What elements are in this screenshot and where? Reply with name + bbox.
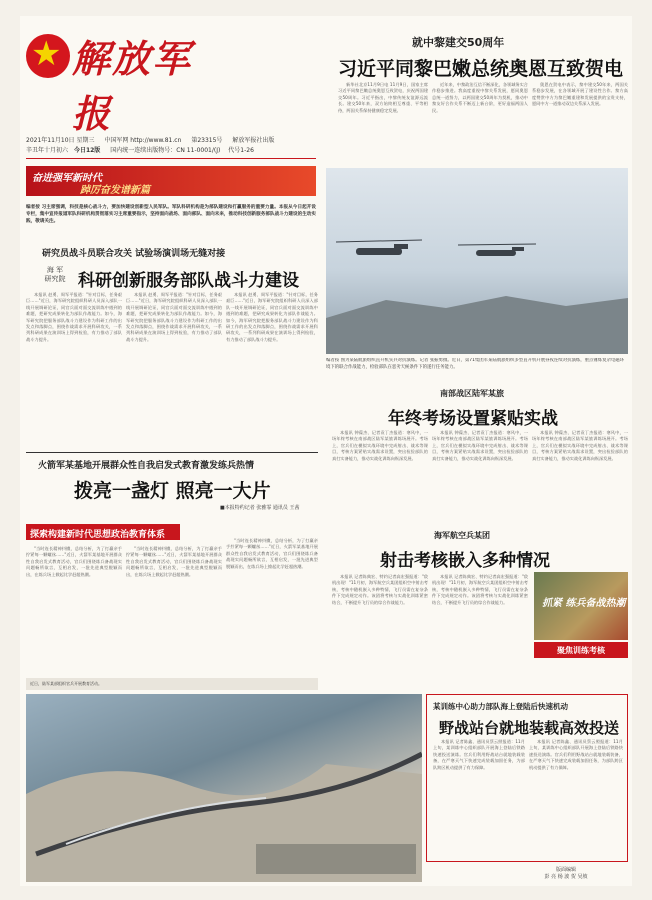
dateline-2: [26, 146, 316, 156]
navy-kicker: 海军航空兵某团: [434, 531, 490, 540]
dateline: [26, 136, 316, 146]
lead-body-col-2: 近年来，中黎政治互信不断深化，各领域务实合作稳步推进。我高度重视中黎关系发展，愿同奥恩总统一道努力，以两国建交50周年为契机，推动中黎友好合作关系不断迈上新台阶，更好造福两国人民。: [432, 82, 528, 113]
research-col-2: 本报讯 赵勇、周军平报道："针对目标，任务艰巨……"近日，海军研究院组织科研人员深入部队一线开展调研论证，同官兵面对面交流训练中遇到的难题，把研究成果转化为部队作战能力。如今，海军研究院把服务部队战斗力建设作为科研工作的出发点和落脚点，围绕作战需求开展科研攻关，一系列科研成果在演训场上得到检验，有力推动了部队战斗力提升。: [126, 292, 222, 342]
footer-editors: [526, 866, 606, 880]
edu-photo-strip: [26, 678, 318, 690]
navy-col-2: 本报讯 记者陈典宏、特约记者高宏强报道："敌机出现！"11月初，海军航空兵某团组织空中射击考核，考核中随机嵌入多种特情，飞行员需在复杂条件下完成规定动作。该团将考核与实战化训练紧密结合，不断提升飞行员的综合作战能力。: [432, 574, 528, 605]
masthead-rule: [26, 158, 316, 159]
training-label[interactable]: 聚焦训练考核: [534, 642, 628, 658]
southern-headline[interactable]: 年终考场设置紧贴实战: [388, 409, 558, 429]
firecracker-col-3: "当时连长精神抖擞，总结分析，为了打赢亲手拧紧每一颗螺丝……"近日，火箭军某基地开展群众性自我启发式教育活动，官兵们围绕练兵备战现实问题畅所欲言，互相启发，一批先进典型脱颖而出，在练兵场上掀起比学赶超热潮。: [226, 538, 318, 569]
southern-kicker: 南部战区陆军某旅: [440, 389, 504, 398]
research-kicker: 研究员战斗员联合攻关 试验场演训场无缝对接: [42, 249, 226, 259]
bottom-story-box: [426, 694, 628, 862]
firecracker-kicker: 火箭军某基地开展群众性自我启发式教育激发练兵热情: [38, 461, 255, 471]
bottom-headline[interactable]: 野战站台就地装载高效投送: [439, 719, 620, 737]
bottom-col-1: 本报讯 记者陈鑫、通讯员蔡云照报道：11月上旬，某训练中心组织部队开展海上登陆后铁路快速投送演练。官兵们利用野战站台就地装载装备，在严寒天气下快速完成装载加固任务，为部队跨区机动提供了有力保障。: [433, 739, 525, 770]
promo-line-1: 奋进强军新时代: [32, 173, 102, 184]
lead-kicker: 就中黎建交50周年: [412, 36, 505, 49]
lead-headline[interactable]: 习近平同黎巴嫩总统奥恩互致贺电: [338, 58, 624, 80]
education-banner[interactable]: 探索构建新时代思想政治教育体系: [26, 524, 180, 540]
post-code: 代号1-26: [228, 147, 254, 154]
editors-note: 编者按 习主席强调，科技是核心战斗力，要加快建设创新型人民军队。军队科研机构是为部队建设和打赢服务的重要力量。本报从今日起开设专栏，集中宣传报道军队科研机构贯彻落实习主席重要指示，坚持面向战场、面向部队、面向未来，推动科技创新服务部队战斗力建设的生动实践，敬请关注。: [26, 205, 316, 224]
editor-label: 版面编辑: [555, 867, 576, 873]
bottom-kicker: 某训练中心助力部队海上登陆后快速机动: [433, 702, 568, 711]
research-col-1: 本报讯 赵勇、周军平报道："针对目标，任务艰巨……"近日，海军研究院组织科研人员深入部队一线开展调研论证，同官兵面对面交流训练中遇到的难题，把研究成果转化为部队作战能力。如今，海军研究院把服务部队战斗力建设作为科研工作的出发点和落脚点，围绕作战需求开展科研攻关，一系列科研成果在演训场上得到检验，有力推动了部队战斗力提升。: [26, 292, 122, 342]
research-headline[interactable]: 科研创新服务部队战斗力建设: [78, 271, 299, 291]
helicopter-photo-art: [326, 168, 628, 354]
edu-photo-caption: 近日，陆军某部组织官兵开展教育活动。: [30, 681, 102, 686]
southern-col-2: 本报讯 钟葆杰、记者袁丁杰报道：寒风中，一场年终考核在南部战区陆军某旅训练场展开。考场上，官兵们在模拟实战环境中完成射击、战术等课目，考核方案紧贴实战需求设置，突出检验部队的真打实备能力，推动实战化训练向纵深发展。: [432, 430, 528, 461]
helicopter-right-icon: [458, 244, 536, 256]
masthead-logo[interactable]: [26, 24, 204, 136]
editor-names: 彭 亮 杨 波 贺 吴坡: [544, 874, 588, 880]
lead-body-col-1: 新华社北京11月9日电 11月9日，国家主席习近平同黎巴嫩总统奥恩互致贺电，庆祝两国建交50周年。习近平指出，中黎传统友谊源远流长。建交50年来，双方始终相互尊重、平等相待，两国关系保持健康稳定发展。: [338, 82, 428, 113]
promo-banner[interactable]: [26, 166, 316, 196]
edition-count: 今日12版: [73, 147, 101, 154]
org-line-1: 海 军: [46, 266, 64, 274]
lead-body-col-3: 奥恩在贺电中表示，黎中建交50年来，两国关系稳步发展，在各领域开展了建设性合作。黎方高度赞赏中方为黎巴嫩重建和发展提供的宝贵支持，愿同中方一道推动双边关系深入发展。: [532, 82, 628, 107]
newspaper-page: [20, 16, 632, 886]
lunar-date: 辛丑年十月初六: [26, 147, 69, 154]
navy-col-1: 本报讯 记者陈典宏、特约记者高宏强报道："敌机出现！"11月初，海军航空兵某团组织空中射击考核，考核中随机嵌入多种特情，飞行员需在复杂条件下完成规定动作。该团将考核与实战化训练紧密结合，不断提升飞行员的综合作战能力。: [332, 574, 428, 605]
org-line-2: 研究院: [44, 275, 66, 283]
firecracker-byline: ■本报特约记者 张雅霏 通讯员 王茜: [220, 505, 300, 511]
railway-photo-art: [26, 694, 422, 882]
firecracker-col-2: "当时连长精神抖擞，总结分析，为了打赢亲手拧紧每一颗螺丝……"近日，火箭军某基地开展群众性自我启发式教育活动，官兵们围绕练兵备战现实问题畅所欲言，互相启发，一批先进典型脱颖而出，在练兵场上掀起比学赶超热潮。: [126, 546, 222, 577]
bottom-col-2: 本报讯 记者陈鑫、通讯员蔡云照报道：11月上旬，某训练中心组织部队开展海上登陆后铁路快速投送演练。官兵们利用野战站台就地装载装备，在严寒天气下快速完成装载加固任务，为部队跨区机动提供了有力保障。: [529, 739, 623, 770]
research-org-label: [38, 266, 72, 284]
promo-line-2: 踔厉奋发谱新篇: [80, 185, 150, 196]
issn: 国内统一连续出版物号：CN 11-0001/(J): [110, 147, 221, 154]
training-promo[interactable]: [534, 572, 628, 640]
railway-photo[interactable]: [26, 694, 422, 882]
research-col-3: 本报讯 赵勇、周军平报道："针对目标，任务艰巨……"近日，海军研究院组织科研人员深入部队一线开展调研论证，同官兵面对面交流训练中遇到的难题，把研究成果转化为部队作战能力。如今，海军研究院把服务部队战斗力建设作为科研工作的出发点和落脚点，围绕作战需求开展科研攻关，一系列科研成果在演训场上得到检验，有力推动了部队战斗力提升。: [226, 292, 318, 342]
southern-col-3: 本报讯 钟葆杰、记者袁丁杰报道：寒风中，一场年终考核在南部战区陆军某旅训练场展开。考场上，官兵们在模拟实战环境中完成射击、战术等课目，考核方案紧贴实战需求设置，突出检验部队的真打实备能力，推动实战化训练向纵深发展。: [532, 430, 628, 461]
army-star-icon: [26, 34, 70, 78]
section-rule: [26, 452, 318, 453]
issue-number: 第23315号: [191, 137, 223, 144]
site-label[interactable]: 中国军网 http://www.81.cn: [104, 137, 182, 144]
publisher: 解放军报社出版: [232, 137, 275, 144]
firecracker-headline[interactable]: 拨亮一盏灯 照亮一大片: [74, 480, 271, 502]
helicopter-photo[interactable]: [326, 168, 628, 354]
southern-col-1: 本报讯 钟葆杰、记者袁丁杰报道：寒风中，一场年终考核在南部战区陆军某旅训练场展开。考场上，官兵们在模拟实战环境中完成射击、战术等课目，考核方案紧贴实战需求设置，突出检验部队的真打实备能力，推动实战化训练向纵深发展。: [332, 430, 428, 461]
training-badge: 抓紧 练兵备战热潮: [542, 598, 626, 609]
navy-headline[interactable]: 射击考核嵌入多种情况: [380, 551, 550, 571]
helicopter-left-icon: [336, 240, 422, 255]
masthead-title: 解放军报: [72, 36, 193, 136]
date-line: 2021年11月10日 星期三: [26, 137, 95, 144]
firecracker-col-1: "当时连长精神抖擞，总结分析，为了打赢亲手拧紧每一颗螺丝……"近日，火箭军某基地开展群众性自我启发式教育活动，官兵们围绕练兵备战现实问题畅所欲言，互相启发，一批先进典型脱颖而出，在练兵场上掀起比学赶超热潮。: [26, 546, 122, 577]
photo-caption: 编者按 图为某陆航旅组织直升机实兵对抗演练。记者 张振勇摄。近日，第71集团军某陆航旅组织多型直升机开展昼夜连续对抗演练，重点锤炼复杂电磁环境下的联合作战能力，检验部队在恶劣天候条件下的遂行任务能力。: [326, 358, 625, 370]
